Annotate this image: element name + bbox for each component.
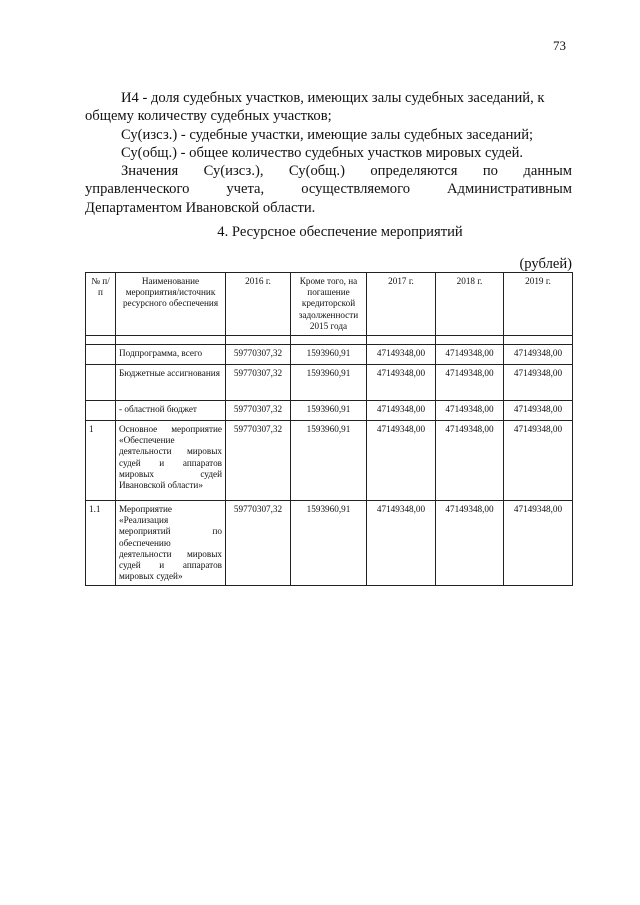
cell-2019: 47149348,00 [504,401,573,421]
section-title: 4. Ресурсное обеспечение мероприятий [217,224,463,240]
cell-2016: 59770307,32 [226,401,291,421]
cell-2018: 47149348,00 [436,501,504,586]
cell-2019: 47149348,00 [504,421,573,501]
values-source-line-1: Значения Су(изсз.), Су(общ.) определяются по данным [121,163,572,179]
cell-2018: 47149348,00 [436,421,504,501]
cell-debt: 1593960,91 [291,421,367,501]
cell-num [86,401,116,421]
cell-2019: 47149348,00 [504,365,573,401]
cell-name: Основное мероприятие «Обеспечение деятельности мировых судей и аппаратов мировых судей Ивановской области» [116,421,226,501]
cell-2016: 59770307,32 [226,421,291,501]
cell-2018: 47149348,00 [436,365,504,401]
cell-2019: 47149348,00 [504,501,573,586]
table-row [86,501,573,586]
unit-label: (рублей) [519,256,572,272]
cell-debt: 1593960,91 [291,365,367,401]
header-name: Наименование мероприятия/источник ресурсного обеспечения [116,273,226,336]
header-num: № п/п [86,273,116,336]
cell-2016: 59770307,32 [226,501,291,586]
cell-debt: 1593960,91 [291,401,367,421]
cell-name: Мероприятие «Реализация мероприятий по обеспечению деятельности мировых судей и аппаратов мировых судей» [116,501,226,586]
paragraph-su-obsch-definition: Су(общ.) - общее количество судебных участков мировых судей. [121,145,524,161]
table-row [86,401,573,421]
cell-debt: 1593960,91 [291,345,367,365]
cell-2017: 47149348,00 [367,401,436,421]
cell-debt: 1593960,91 [291,501,367,586]
cell-2019: 47149348,00 [504,345,573,365]
table-header-row [86,273,573,336]
paragraph-values-source [85,162,572,217]
table-row [86,365,573,401]
cell-num: 1 [86,421,116,501]
header-2019: 2019 г. [504,273,573,336]
cell-name: - областной бюджет [116,401,226,421]
paragraph-su-izsz-definition: Су(изсз.) - судебные участки, имеющие залы судебных заседаний; [121,127,534,143]
header-debt: Кроме того, на погашение кредиторской задолженности 2015 года [291,273,367,336]
page-number: 73 [553,38,566,53]
paragraph-i4-definition: И4 - доля судебных участков, имеющих залы судебных заседаний, к общему количеству судебных участков; [85,90,545,125]
values-source-line-3: Департаментом Ивановской области. [85,199,316,216]
cell-num [86,365,116,401]
values-source-line-2: управленческого учета, осуществляемого Административным [85,181,572,198]
cell-2018: 47149348,00 [436,401,504,421]
table-row [86,345,573,365]
cell-2017: 47149348,00 [367,345,436,365]
cell-num [86,345,116,365]
cell-2016: 59770307,32 [226,345,291,365]
cell-2018: 47149348,00 [436,345,504,365]
header-2016: 2016 г. [226,273,291,336]
resource-table [85,272,573,586]
header-2018: 2018 г. [436,273,504,336]
cell-2017: 47149348,00 [367,421,436,501]
cell-num: 1.1 [86,501,116,586]
cell-2017: 47149348,00 [367,365,436,401]
cell-2016: 59770307,32 [226,365,291,401]
cell-name: Подпрограмма, всего [116,345,226,365]
header-2017: 2017 г. [367,273,436,336]
table-row [86,421,573,501]
table-spacer [86,336,573,345]
cell-2017: 47149348,00 [367,501,436,586]
cell-name: Бюджетные ассигнования [116,365,226,401]
